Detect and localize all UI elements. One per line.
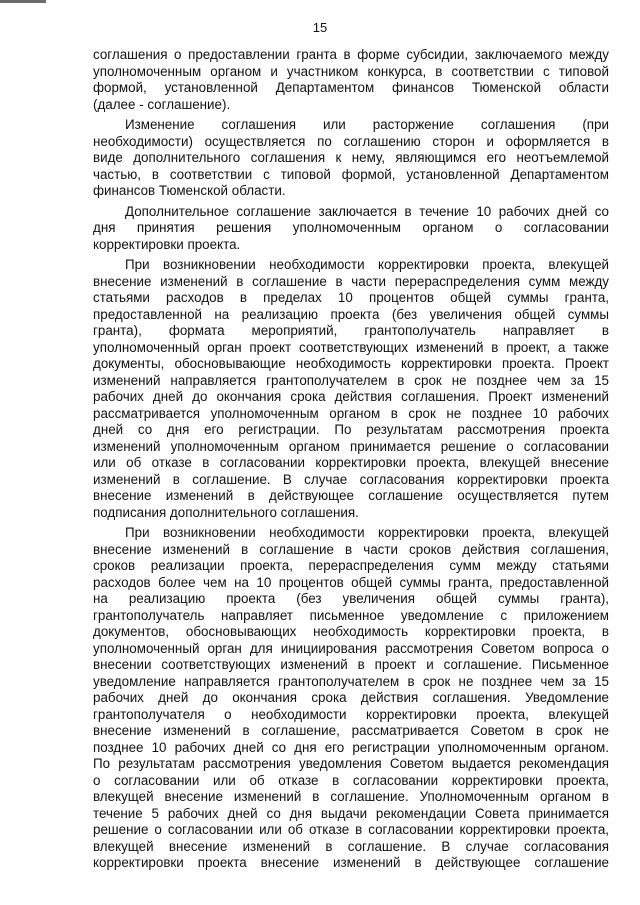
text-line: уполномоченным органом и участником конкурса, в соответствии с типовой <box>93 63 609 79</box>
text-line: По результатам рассмотрения уведомления Советом выдается рекомендация <box>93 756 609 771</box>
text-line: рассматривается уполномоченным органом в срок не позднее 10 рабочих <box>93 405 609 421</box>
text-line: позднее 10 рабочих дней со дня его регистрации уполномоченным органом. <box>93 739 609 755</box>
text-line: изменений направляется грантополучателем в срок не позднее чем за 15 <box>93 372 609 388</box>
text-line: внесении соответствующих изменений в проект и соглашение. Письменное <box>93 657 609 672</box>
text-line: влекущей внесение изменений в соглашение. В случае согласования <box>93 838 609 854</box>
scan-corner-mark <box>0 0 46 3</box>
text-line: подписания дополнительного соглашения. <box>93 504 359 520</box>
text-line: уполномоченный орган проект соответствующих изменений в проект, а также <box>93 339 609 355</box>
text-line: корректировки проекта внесение изменений в действующее соглашение <box>93 855 609 870</box>
text-line: документов, обосновывающих необходимость корректировки проекта, в <box>93 624 609 639</box>
text-line: предоставленной на реализацию проекта (без увеличения общей суммы <box>93 306 609 322</box>
text-line: частью, в соответствии с типовой формой, установленной Департаментом <box>93 166 609 182</box>
text-line: течение 5 рабочих дней со дня выдачи рекомендации Совета принимается <box>93 805 609 821</box>
text-line: При возникновении необходимости корректировки проекта, влекущей <box>125 525 609 540</box>
text-line: сроков реализации проекта, перераспределения сумм между статьями <box>93 558 609 573</box>
text-line: внесение изменений в соглашение в части сроков действия соглашения, <box>93 541 609 557</box>
text-line: дней со дня его регистрации. По результатам рассмотрения проекта <box>93 422 609 437</box>
text-line: корректировки проекта. <box>93 236 241 252</box>
text-line: грантополучатель направляет письменное уведомление с приложением <box>93 607 609 623</box>
paragraph <box>93 47 609 113</box>
text-line: внесение изменений в действующее соглашение осуществляется путем <box>93 488 609 503</box>
text-line: рабочих дней до окончания срока действия соглашения. Уведомление <box>93 690 609 705</box>
text-line: (далее - соглашение). <box>93 96 231 112</box>
paragraph <box>93 525 609 872</box>
text-line: влекущей внесение изменений в соглашение. Уполномоченным органом в <box>93 789 609 804</box>
text-line: документы, обосновывающие необходимость корректировки проекта. Проект <box>93 356 609 371</box>
text-line: изменений в соглашение. В случае согласования корректировки проекта <box>93 471 609 487</box>
text-line: статьями расходов в пределах 10 процентов общей суммы гранта, <box>93 290 609 305</box>
text-line: внесение изменений в соглашение, рассматривается Советом в срок не <box>93 723 609 738</box>
text-line: рабочих дней до окончания срока действия соглашения. Проект изменений <box>93 389 609 404</box>
text-line: При возникновении необходимости корректировки проекта, влекущей <box>125 257 609 272</box>
text-line: о согласовании или об отказе в согласовании корректировки проекта, <box>93 772 609 788</box>
text-line: изменений уполномоченным органом принимается решение о согласовании <box>93 438 609 454</box>
page-number: 15 <box>312 20 328 35</box>
text-line: внесение изменений в соглашение в части перераспределения сумм между <box>93 273 609 289</box>
text-line: грантополучателя о необходимости корректировки проекта, влекущей <box>93 706 609 722</box>
text-line: дня принятия решения уполномоченным органом о согласовании <box>93 220 609 235</box>
paragraph <box>93 117 609 200</box>
text-line: расходов более чем на 10 процентов общей суммы гранта, предоставленной <box>93 574 609 590</box>
text-line: уполномоченный орган для инициирования рассмотрения Советом вопроса о <box>93 640 609 656</box>
text-line: уведомление направляется грантополучателем в срок не позднее чем за 15 <box>93 673 609 689</box>
text-line: соглашения о предоставлении гранта в форме субсидии, заключаемого между <box>93 47 609 62</box>
text-line: необходимости) осуществляется по соглашению сторон и оформляется в <box>93 133 609 149</box>
document-body <box>93 47 609 872</box>
text-line: на реализацию проекта (без увеличения общей суммы гранта), <box>93 591 609 606</box>
text-line: Изменение соглашения или расторжение соглашения (при <box>125 117 609 132</box>
text-line: финансов Тюменской области. <box>93 183 286 198</box>
text-line: Дополнительное соглашение заключается в течение 10 рабочих дней со <box>125 203 609 219</box>
text-line: гранта), формата мероприятий, грантополучатель направляет в <box>93 323 609 338</box>
paragraph <box>93 204 609 254</box>
text-line: виде дополнительного соглашения к нему, являющимся его неотъемлемой <box>93 150 609 165</box>
text-line: формой, установленной Департаментом финансов Тюменской области <box>93 80 609 95</box>
text-line: или об отказе в согласовании корректировки проекта, влекущей внесение <box>93 455 609 470</box>
paragraph <box>93 257 609 521</box>
text-line: решение о согласовании или об отказе в согласовании корректировки проекта, <box>93 822 609 837</box>
